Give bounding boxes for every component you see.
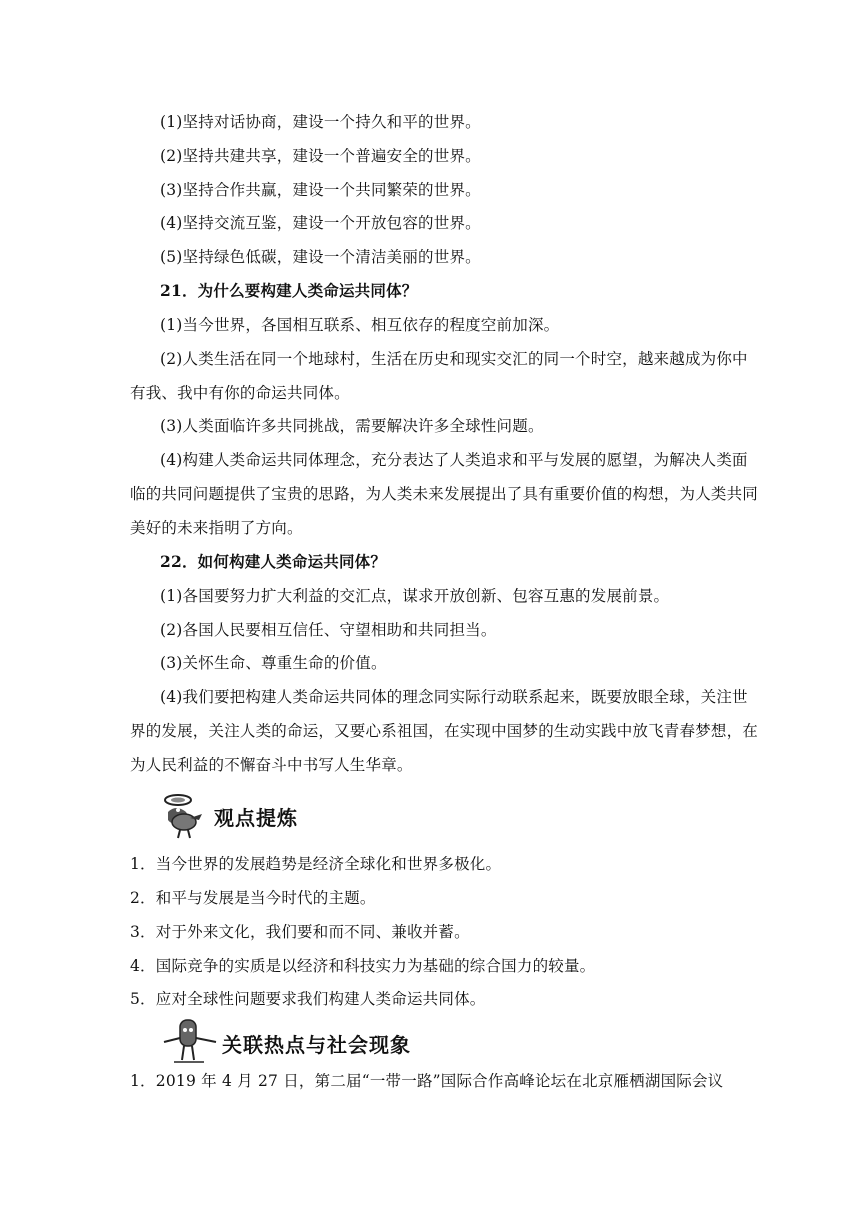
section-title: 观点提炼 [214, 805, 298, 830]
paragraph: (4)构建人类命运共同体理念，充分表达了人类追求和平与发展的愿望，为解决人类面 [160, 451, 748, 469]
list-item: 3．对于外来文化，我们要和而不同、兼收并蓄。 [130, 923, 470, 941]
question-22-title: 22．如何构建人类命运共同体？ [160, 552, 387, 571]
paragraph: (2)各国人民要相互信任、守望相助和共同担当。 [160, 621, 497, 639]
list-item: 5．应对全球性问题要求我们构建人类命运共同体。 [130, 990, 486, 1008]
robot-mascot-icon [160, 1018, 220, 1068]
paragraph: (3)关怀生命、尊重生命的价值。 [160, 654, 387, 672]
section-banner-hotspots [160, 1018, 411, 1068]
list-item: (2)坚持共建共享，建设一个普遍安全的世界。 [160, 147, 481, 165]
paragraph-continuation: 临的共同问题提供了宝贵的思路，为人类未来发展提出了具有重要价值的构想，为人类共同 [130, 485, 759, 503]
list-item: 1．2019 年 4 月 27 日，第二届“一带一路”国际合作高峰论坛在北京雁栖湖国际会议 [130, 1072, 724, 1090]
section-title: 关联热点与社会现象 [222, 1032, 411, 1057]
list-item: 4．国际竞争的实质是以经济和科技实力为基础的综合国力的较量。 [130, 957, 596, 975]
section-banner-viewpoints [158, 788, 298, 844]
paragraph-continuation: 界的发展，关注人类的命运，又要心系祖国，在实现中国梦的生动实践中放飞青春梦想，在 [130, 722, 759, 740]
paragraph: (1)各国要努力扩大利益的交汇点，谋求开放创新、包容互惠的发展前景。 [160, 587, 670, 605]
paragraph: (4)我们要把构建人类命运共同体的理念同实际行动联系起来，既要放眼全球，关注世 [160, 688, 748, 706]
paragraph-continuation: 为人民利益的不懈奋斗中书写人生华章。 [130, 756, 413, 774]
paragraph-continuation: 有我、我中有你的命运共同体。 [130, 384, 350, 402]
paragraph-continuation: 美好的未来指明了方向。 [130, 519, 303, 537]
list-item: (1)坚持对话协商，建设一个持久和平的世界。 [160, 113, 481, 131]
list-item: 2．和平与发展是当今时代的主题。 [130, 889, 376, 907]
question-21-title: 21．为什么要构建人类命运共同体？ [160, 281, 418, 300]
list-item: 1．当今世界的发展趋势是经济全球化和世界多极化。 [130, 855, 502, 873]
bird-mascot-icon [158, 788, 210, 844]
list-item: (4)坚持交流互鉴，建设一个开放包容的世界。 [160, 214, 481, 232]
list-item: (5)坚持绿色低碳，建设一个清洁美丽的世界。 [160, 248, 481, 266]
paragraph: (1)当今世界，各国相互联系、相互依存的程度空前加深。 [160, 316, 560, 334]
paragraph: (3)人类面临许多共同挑战，需要解决许多全球性问题。 [160, 417, 544, 435]
paragraph: (2)人类生活在同一个地球村，生活在历史和现实交汇的同一个时空，越来越成为你中 [160, 350, 748, 368]
list-item: (3)坚持合作共赢，建设一个共同繁荣的世界。 [160, 181, 481, 199]
